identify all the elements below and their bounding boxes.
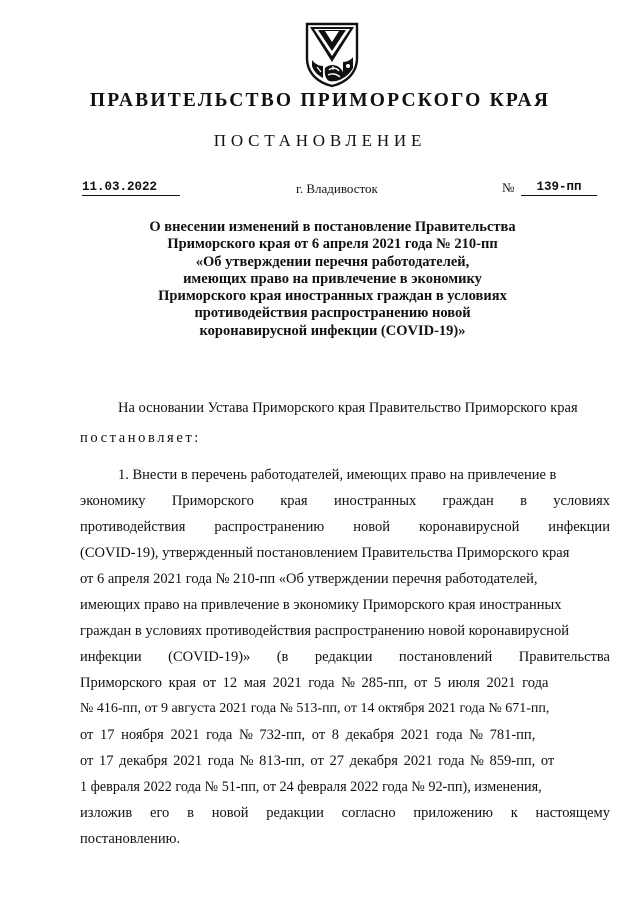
document-subject	[100, 219, 565, 340]
body-word: к	[510, 805, 518, 821]
body-word: его	[150, 805, 170, 821]
body-word: (COVID-19)»	[168, 649, 251, 665]
body-line: № 416-пп, от 9 августа 2021 года № 513-пп, от 14 октября 2021 года № 671-пп,	[80, 701, 550, 716]
body-word: редакции	[314, 649, 373, 665]
coat-of-arms-icon	[303, 20, 361, 88]
body-word: в	[520, 493, 527, 509]
body-word: (в	[276, 649, 289, 665]
document-number-label: №	[502, 180, 515, 195]
body-word: новой	[353, 519, 390, 535]
preamble-line: На основании Устава Приморского края Правительство Приморского края	[118, 400, 578, 416]
subject-line: О внесении изменений в постановление Правительства	[149, 219, 516, 235]
body-line: граждан в условиях противодействия распространению новой коронавирусной	[80, 623, 569, 639]
document-number: 139-пп	[521, 180, 597, 196]
subject-line: противодействия распространению новой	[194, 305, 471, 322]
government-title: ПРАВИТЕЛЬСТВО ПРИМОРСКОГО КРАЯ	[89, 90, 551, 111]
subject-line: коронавирусной инфекции (COVID-19)»	[199, 322, 466, 339]
body-word: редакции	[266, 805, 324, 821]
subject-line: Приморского края иностранных граждан в условиях	[158, 288, 507, 305]
document-type: ПОСТАНОВЛЕНИЕ	[213, 131, 427, 150]
body-word: инфекции	[80, 649, 142, 665]
body-word: настоящему	[535, 805, 610, 821]
body-word: условиях	[553, 493, 610, 509]
body-line: 1 февраля 2022 года № 51-пп, от 24 февраля 2022 года № 92-пп), изменения,	[80, 779, 542, 795]
decree-verb: постановляет:	[80, 430, 201, 446]
subject-line: «Об утверждении перечня работодателей,	[195, 253, 470, 270]
body-line: 1. Внести в перечень работодателей, имеющих право на привлечение в	[118, 467, 557, 483]
document-city: г. Владивосток	[296, 181, 378, 196]
body-word: инфекции	[548, 519, 610, 535]
body-word: экономику	[80, 493, 146, 509]
body-word: Приморского	[171, 493, 254, 509]
body-word: новой	[211, 805, 249, 821]
body-word: изложив	[80, 805, 133, 821]
body-word: постановлений	[398, 649, 493, 665]
body-line: от 17 ноября 2021 года № 732-пп, от 8 декабря 2021 года № 781-пп,	[80, 727, 536, 743]
body-word: Правительства	[518, 649, 610, 665]
body-word: приложению	[413, 805, 493, 821]
body-word: противодействия	[80, 519, 186, 535]
body-word: согласно	[341, 805, 396, 821]
body-word: в	[187, 805, 194, 821]
document-date: 11.03.2022	[82, 180, 180, 196]
body-line: от 6 апреля 2021 года № 210-пп «Об утверждении перечня работодателей,	[80, 571, 538, 587]
body-line: (COVID-19), утвержденный постановлением Правительства Приморского края	[80, 545, 570, 561]
subject-line: имеющих право на привлечение в экономику	[183, 270, 482, 287]
body-line-justified	[80, 649, 610, 666]
body-word: граждан	[442, 493, 494, 509]
body-line: от 17 декабря 2021 года № 813-пп, от 27 декабря 2021 года № 859-пп, от	[80, 753, 555, 769]
body-word: коронавирусной	[418, 519, 520, 535]
body-line: имеющих право на привлечение в экономику Приморского края иностранных	[80, 597, 562, 613]
body-line-justified	[80, 493, 610, 510]
body-word: иностранных	[333, 493, 417, 509]
body-line-justified	[80, 805, 610, 822]
body-line: Приморского края от 12 мая 2021 года № 285-пп, от 5 июля 2021 года	[80, 675, 549, 691]
subject-line: Приморского края от 6 апреля 2021 года № 210-пп	[167, 236, 498, 253]
body-word: распространению	[214, 519, 325, 535]
body-line: постановлению.	[80, 831, 181, 847]
body-line-justified	[80, 519, 610, 536]
body-word: края	[280, 493, 308, 509]
